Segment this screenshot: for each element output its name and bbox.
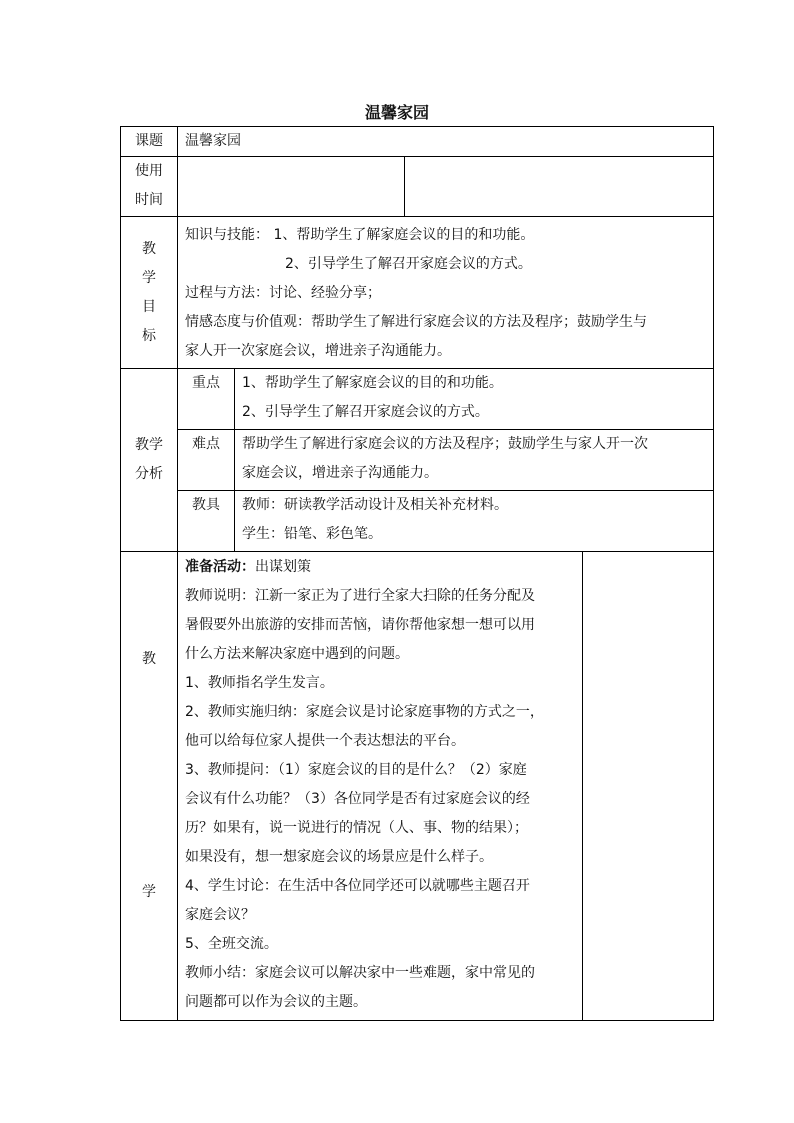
analysis-materials-row	[121, 491, 714, 552]
objective-line: 知识与技能： 1、帮助学生了解家庭会议的目的和功能。	[185, 227, 535, 243]
materials-label: 教具	[178, 491, 235, 552]
time-label: 使用 时间	[121, 157, 178, 217]
teaching-heading: 准备活动：出谋划策	[185, 559, 311, 575]
keypoints-content: 1、帮助学生了解家庭会议的目的和功能。 2、引导学生了解召开家庭会议的方式。	[235, 369, 714, 430]
teaching-line: 历？如果有，说一说进行的情况（人、事、物的结果）；	[185, 820, 528, 836]
topic-label: 课题	[121, 127, 178, 157]
topic-row	[121, 127, 714, 157]
teaching-line: 会议有什么功能？（3）各位同学是否有过家庭会议的经	[185, 791, 530, 807]
objective-line: 2、引导学生了解召开家庭会议的方式。	[285, 256, 532, 272]
objectives-row	[121, 217, 714, 369]
teaching-line: 教师小结：家庭会议可以解决家中一些难题，家中常见的	[185, 965, 535, 981]
time-value-b	[405, 157, 714, 217]
teaching-line: 5、全班交流。	[185, 936, 278, 952]
teaching-line: 什么方法来解决家庭中遇到的问题。	[185, 646, 409, 662]
teaching-line: 暑假要外出旅游的安排而苦恼，请你帮他家想一想可以用	[185, 617, 535, 633]
keypoints-label: 重点	[178, 369, 235, 430]
teaching-line: 如果没有，想一想家庭会议的场景应是什么样子。	[185, 849, 493, 865]
difficulties-label: 难点	[178, 430, 235, 491]
teaching-line: 家庭会议？	[185, 907, 255, 923]
lesson-plan-table	[120, 126, 714, 1021]
teaching-line: 他可以给每位家人提供一个表达想法的平台。	[185, 733, 465, 749]
teaching-line: 问题都可以作为会议的主题。	[185, 994, 367, 1010]
teaching-label: 教 学	[121, 552, 178, 1021]
teaching-line: 2、教师实施归纳：家庭会议是讨论家庭事物的方式之一，	[185, 704, 544, 720]
topic-value: 温馨家园	[178, 127, 714, 157]
teaching-content	[178, 552, 583, 1021]
document-title: 温馨家园	[364, 103, 429, 122]
analysis-keypoints-row	[121, 369, 714, 430]
time-row	[121, 157, 714, 217]
objectives-content	[178, 217, 714, 369]
objective-line: 过程与方法：讨论、经验分享；	[185, 285, 381, 301]
teaching-line: 3、教师提问：（1）家庭会议的目的是什么？（2）家庭	[185, 762, 527, 778]
objective-line: 情感态度与价值观：帮助学生了解进行家庭会议的方法及程序；鼓励学生与	[185, 314, 647, 330]
objectives-label: 教 学 目 标	[121, 217, 178, 369]
objective-line: 家人开一次家庭会议，增进亲子沟通能力。	[185, 343, 451, 359]
analysis-label: 教学 分析	[121, 369, 178, 552]
teaching-line: 1、教师指名学生发言。	[185, 675, 334, 691]
analysis-difficulties-row	[121, 430, 714, 491]
teaching-notes	[583, 552, 714, 1021]
time-value-a	[178, 157, 405, 217]
materials-content: 教师：研读教学活动设计及相关补充材料。 学生：铅笔、彩色笔。	[235, 491, 714, 552]
teaching-row	[121, 552, 714, 1021]
difficulties-content: 帮助学生了解进行家庭会议的方法及程序；鼓励学生与家人开一次 家庭会议，增进亲子沟通能力。	[235, 430, 714, 491]
teaching-line: 教师说明：江新一家正为了进行全家大扫除的任务分配及	[185, 588, 535, 604]
teaching-line: 4、学生讨论：在生活中各位同学还可以就哪些主题召开	[185, 878, 530, 894]
